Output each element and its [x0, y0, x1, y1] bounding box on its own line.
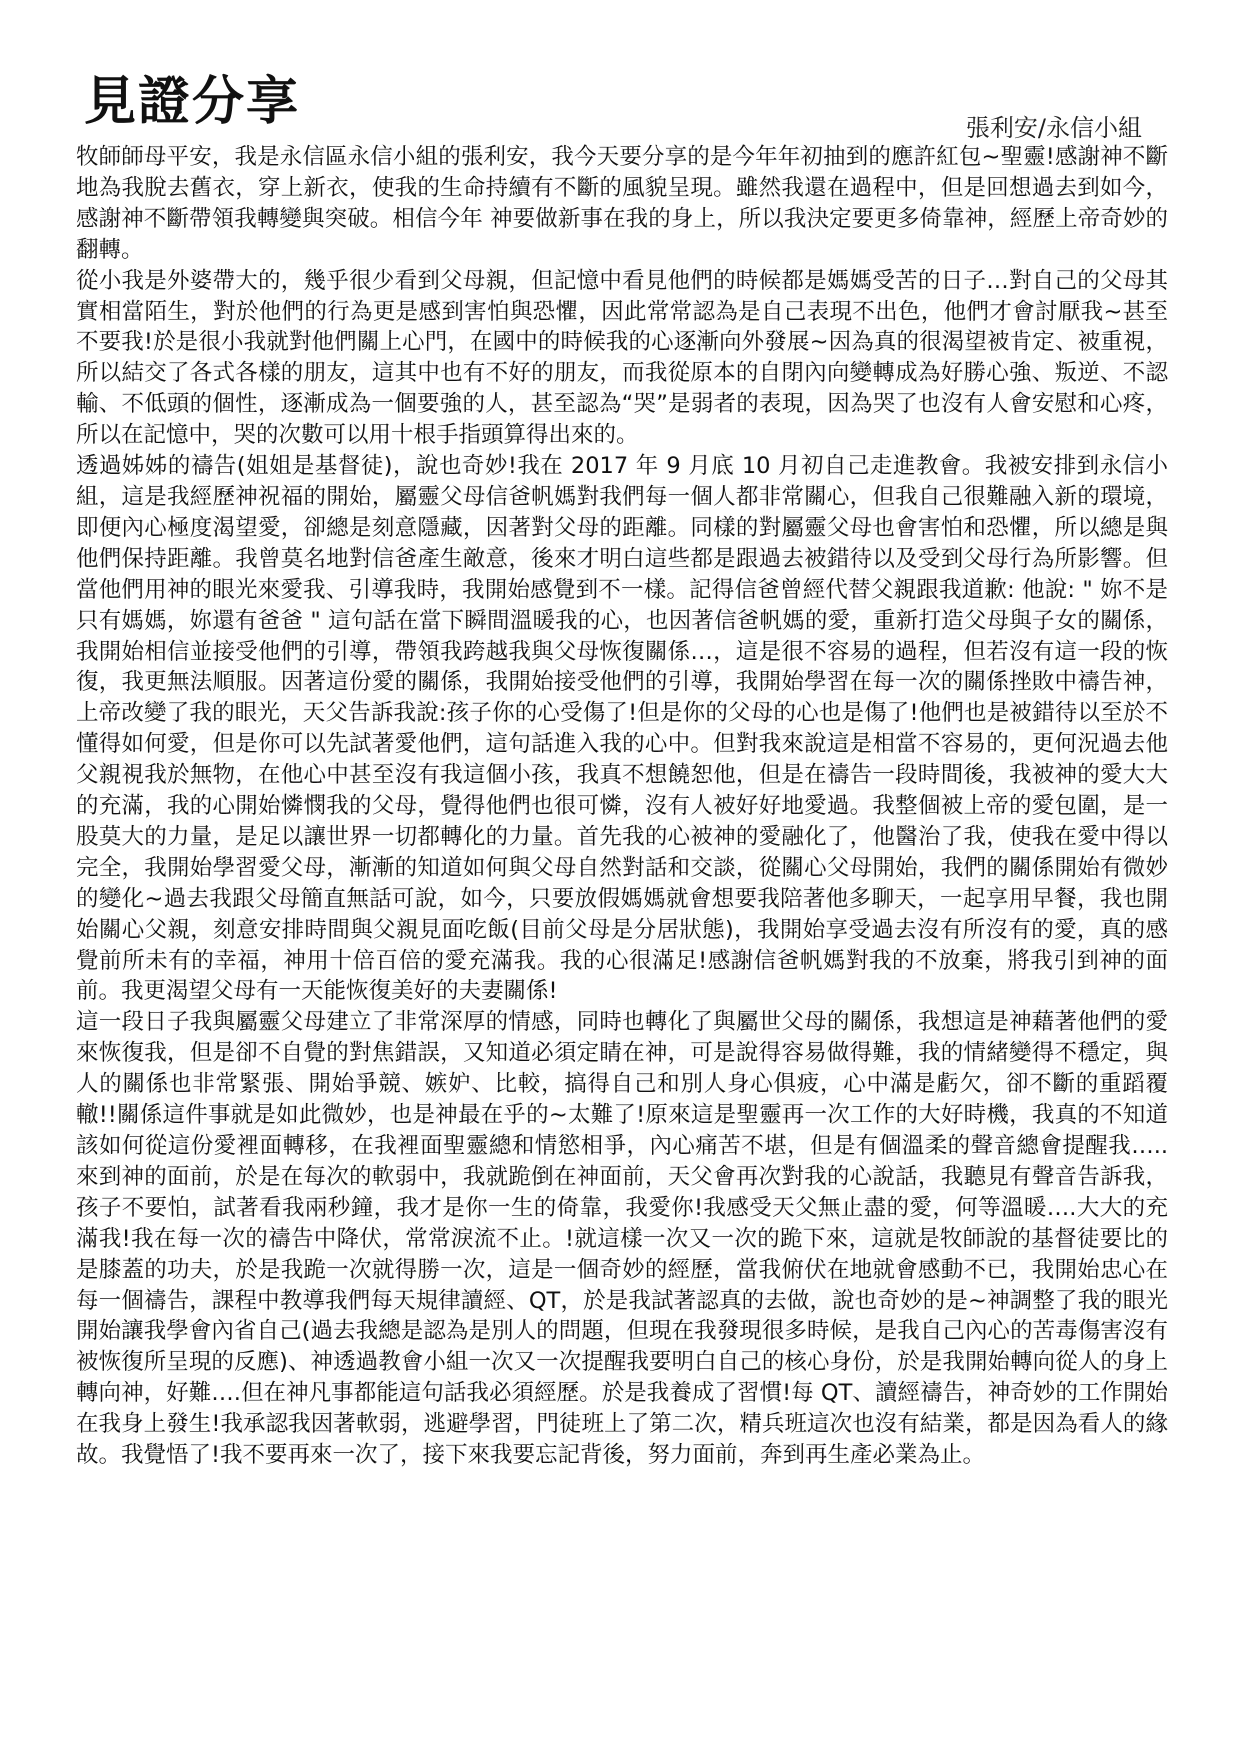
paragraph-4: 這一段日子我與屬靈父母建立了非常深厚的情感，同時也轉化了與屬世父母的關係，我想這是神藉著他們的愛來恢復我，但是卻不自覺的對焦錯誤，又知道必須定睛在神，可是說得容易做得難，我的情緒變得不穩定，與人的關係也非常緊張、開始爭競、嫉妒、比較，搞得自己和別人身心俱疲，心中滿是虧欠，卻不斷的重蹈覆轍!!關係這件事就是如此微妙，也是神最在乎的~太難了!原來這是聖靈再一次工作的大好時機，我真的不知道該如何從這份愛裡面轉移，在我裡面聖靈總和情慾相爭，內心痛苦不堪，但是有個溫柔的聲音總會提醒我…..來到神的面前，於是在每次的軟弱中，我就跪倒在神面前，天父會再次對我的心說話，我聽見有聲音告訴我，孩子不要怕，試著看我兩秒鐘，我才是你一生的倚靠，我愛你!我感受天父無止盡的愛，何等溫暖….大大的充滿我!我在每一次的禱告中降伏，常常淚流不止。!就這樣一次又一次的跪下來，這就是牧師說的基督徒要比的是膝蓋的功夫，於是我跪一次就得勝一次，這是一個奇妙的經歷，當我俯伏在地就會感動不已，我開始忠心在每一個禱告，課程中教導我們每天規律讀經、QT，於是我試著認真的去做，說也奇妙的是~神調整了我的眼光開始讓我學會內省自己(過去我總是認為是別人的問題，但現在我發現很多時候，是我自己內心的苦毒傷害沒有被恢復所呈現的反應)、神透過教會小組一次又一次提醒我要明白自己的核心身份，於是我開始轉向從人的身上轉向神，好難….但在神凡事都能這句話我必須經歷。於是我養成了習慣!每 QT、讀經禱告，神奇妙的工作開始在我身上發生!我承認我因著軟弱，逃避學習，門徒班上了第二次，精兵班這次也沒有結業，都是因為看人的緣故。我覺悟了!我不要再來一次了，接下來我要忘記背後，努力面前，奔到再生產必業為止。: [76, 1009, 1168, 1469]
paragraph-1: 牧師師母平安，我是永信區永信小組的張利安，我今天要分享的是今年年初抽到的應許紅包~聖靈!感謝神不斷地為我脫去舊衣，穿上新衣，使我的生命持續有不斷的風貌呈現。雖然我還在過程中，但是回想過去到如今，感謝神不斷帶領我轉變與突破。相信今年 神要做新事在我的身上，所以我決定要更多倚靠神，經歷上帝奇妙的翻轉。: [76, 144, 1168, 263]
author-line: 張利安/永信小組: [965, 114, 1142, 142]
document-title: 見證分享: [84, 72, 301, 132]
paragraph-3: 透過姊姊的禱告(姐姐是基督徒)，說也奇妙!我在 2017 年 9 月底 10 月初自己走進教會。我被安排到永信小組，這是我經歷神祝福的開始，屬靈父母信爸帆媽對我們每一個人都非常關心，但我自己很難融入新的環境，即便內心極度渴望愛，卻總是刻意隱藏，因著對父母的距離。同樣的對屬靈父母也會害怕和恐懼，所以總是與他們保持距離。我曾莫名地對信爸產生敵意，後來才明白這些都是跟過去被錯待以及受到父母行為所影響。但當他們用神的眼光來愛我、引導我時，我開始感覺到不一樣。記得信爸曾經代替父親跟我道歉: 他說: " 妳不是只有媽媽，妳還有爸爸 " 這句話在當下瞬間溫暖我的心，也因著信爸帆媽的愛，重新打造父母與子女的關係，我開始相信並接受他們的引導，帶領我跨越我與父母恢復關係…，這是很不容易的過程，但若沒有這一段的恢復，我更無法順服。因著這份愛的關係，我開始接受他們的引導，我開始學習在每一次的關係挫敗中禱告神， 上帝改變了我的眼光，天父告訴我說:孩子你的心受傷了!但是你的父母的心也是傷了!他們也是被錯待以至於不懂得如何愛，但是你可以先試著愛他們，這句話進入我的心中。但對我來說這是相當不容易的，更何況過去他父親視我於無物，在他心中甚至沒有我這個小孩，我真不想饒恕他，但是在禱告一段時間後，我被神的愛大大的充滿，我的心開始憐憫我的父母，覺得他們也很可憐，沒有人被好好地愛過。我整個被上帝的愛包圍，是一股莫大的力量，是足以讓世界一切都轉化的力量。首先我的心被神的愛融化了，他醫治了我，使我在愛中得以完全，我開始學習愛父母，漸漸的知道如何與父母自然對話和交談，從關心父母開始，我們的關係開始有微妙的變化~過去我跟父母簡直無話可說，如今，只要放假媽媽就會想要我陪著他多聊天，一起享用早餐，我也開始關心父親，刻意安排時間與父親見面吃飯(目前父母是分居狀態)，我開始享受過去沒有所沒有的愛，真的感覺前所未有的幸福，神用十倍百倍的愛充滿我。我的心很滿足!感謝信爸帆媽對我的不放棄，將我引到神的面前。我更渴望父母有一天能恢復美好的夫妻關係!: [76, 453, 1168, 1005]
paragraph-2: 從小我是外婆帶大的，幾乎很少看到父母親，但記憶中看見他們的時候都是媽媽受苦的日子…對自己的父母其實相當陌生，對於他們的行為更是感到害怕與恐懼，因此常常認為是自己表現不出色，他們才會討厭我~甚至不要我!於是很小我就對他們關上心門，在國中的時候我的心逐漸向外發展~因為真的很渴望被肯定、被重視，所以結交了各式各樣的朋友，這其中也有不好的朋友，而我從原本的自閉內向變轉成為好勝心強、叛逆、不認輸、不低頭的個性，逐漸成為一個要強的人，甚至認為“哭”是弱者的表現，因為哭了也沒有人會安慰和心疼，所以在記憶中，哭的次數可以用十根手指頭算得出來的。: [76, 267, 1168, 449]
document-body: [76, 142, 1168, 1471]
